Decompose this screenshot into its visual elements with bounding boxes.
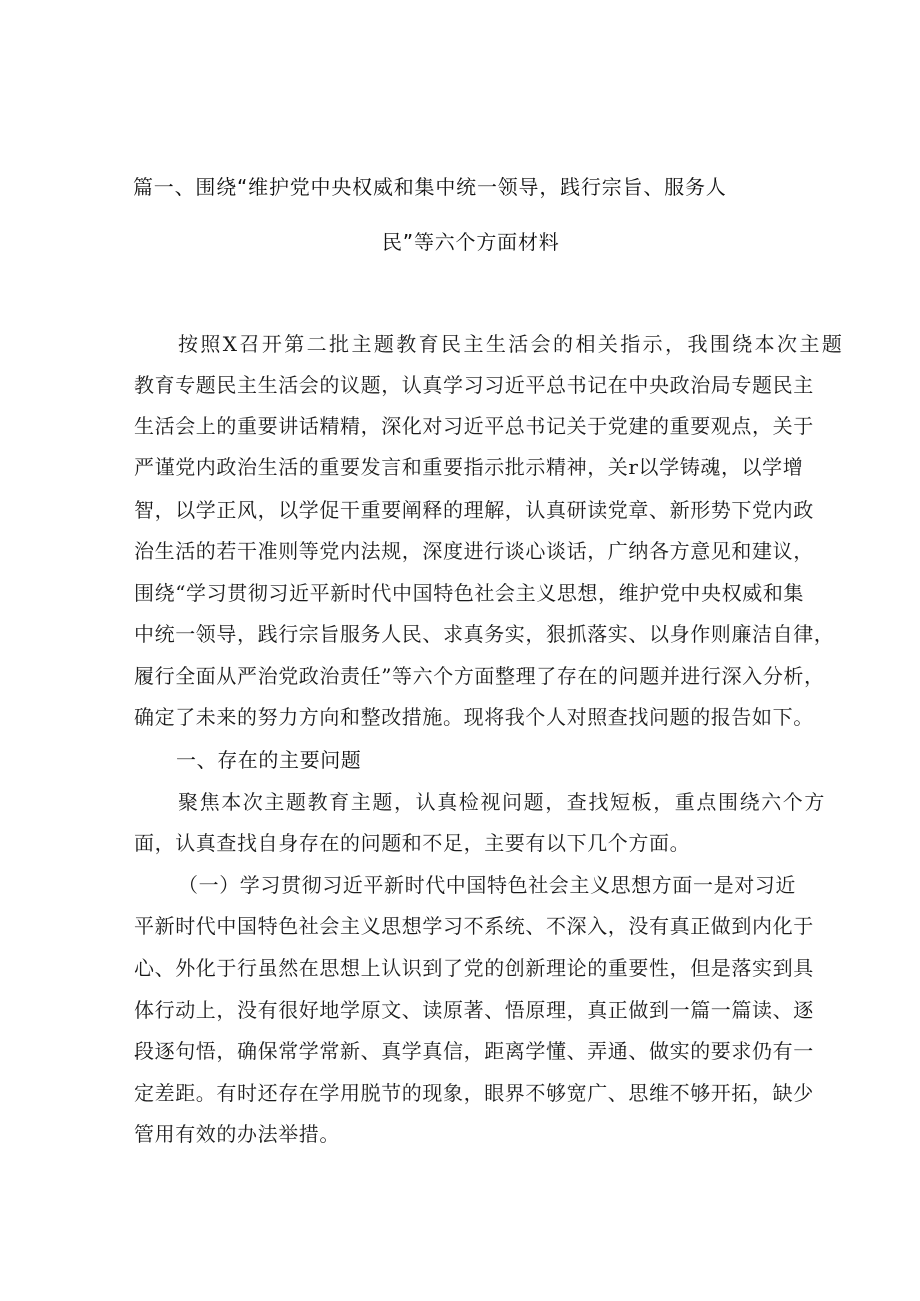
- intro-line-6: 治生活的若干准则等党内法规，深度进行谈心谈话，广纳各方意见和建议，: [134, 539, 814, 563]
- intro-line-5: 智，以学正风，以学促干重要阐释的理解，认真研读党章、新形势下党内政: [134, 498, 814, 522]
- intro-line-9: 履行全面从严治党政治责任”等六个方面整理了存在的问题并进行深入分析，: [134, 664, 825, 688]
- intro-line-4: 严谨党内政治生活的重要发言和重要指示批示精神，关r以学铸魂，以学增: [134, 455, 804, 479]
- document-title-line-1: 篇一、围绕“维护党中央权威和集中统一领导，践行宗旨、服务人: [133, 175, 727, 199]
- subsection-line-2: 平新时代中国特色社会主义思想学习不系统、不深入，没有真正做到内化于: [134, 914, 814, 938]
- intro-line-10: 确定了未来的努力方向和整改措施。现将我个人对照查找问题的报告如下。: [134, 705, 814, 729]
- section-intro-line-1: 聚焦本次主题教育主题，认真检视问题，查找短板，重点围绕六个方: [178, 790, 826, 814]
- subsection-line-3: 心、外化于行虽然在思想上认识到了党的创新理论的重要性，但是落实到具: [134, 956, 814, 980]
- section-intro-line-2: 面，认真查找自身存在的问题和不足，主要有以下几个方面。: [134, 831, 691, 855]
- subsection-line-4: 体行动上，没有很好地学原文、读原著、悟原理，真正做到一篇一篇读、逐: [134, 998, 814, 1022]
- document-title-line-2: 民”等六个方面材料: [382, 230, 560, 254]
- section-heading: 一、存在的主要问题: [176, 748, 362, 772]
- intro-line-1: 按照X召开第二批主题教育民主生活会的相关指示，我围绕本次主题: [178, 332, 845, 356]
- intro-line-2: 教育专题民主生活会的议题，认真学习习近平总书记在中央政治局专题民主: [134, 373, 814, 397]
- subsection-line-5: 段逐句悟，确保常学常新、真学真信，距离学懂、弄通、做实的要求仍有一: [134, 1039, 814, 1063]
- intro-line-7: 围绕“学习贯彻习近平新时代中国特色社会主义思想，维护党中央权威和集: [134, 581, 805, 605]
- intro-line-8: 中统一领导，践行宗旨服务人民、求真务实，狠抓落实、以身作则廉洁自律，: [134, 622, 835, 646]
- subsection-line-1: （一）学习贯彻习近平新时代中国特色社会主义思想方面一是对习近: [178, 873, 796, 897]
- intro-line-3: 生活会上的重要讲话精精，深化对习近平总书记关于党建的重要观点，关于: [134, 414, 814, 438]
- subsection-line-6: 定差距。有时还存在学用脱节的现象，眼界不够宽广、思维不够开拓，缺少: [134, 1081, 814, 1105]
- subsection-line-7: 管用有效的办法举措。: [134, 1122, 340, 1146]
